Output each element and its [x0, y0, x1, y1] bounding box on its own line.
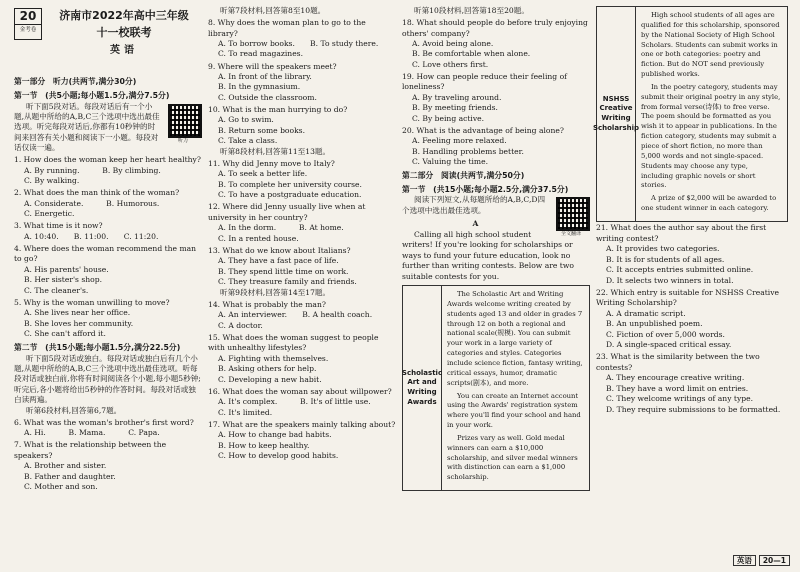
answer-option[interactable]: A. They encourage creative writing.	[606, 373, 745, 383]
answer-option[interactable]: B. Return some books.	[218, 125, 305, 135]
question-stem: 17. What are the speakers mainly talking about?	[208, 419, 396, 429]
answer-option[interactable]: A. In the dorm. B. At home.	[218, 223, 344, 233]
answer-option[interactable]: A. Hi. B. Mama. C. Papa.	[24, 428, 160, 438]
question-stem: 15. What does the woman suggest to people with unhealthy lifestyles?	[208, 332, 379, 353]
question-stem: 14. What is probably the man?	[208, 299, 326, 309]
listening-qr[interactable]	[164, 102, 202, 145]
answer-option[interactable]: C. Take a class.	[218, 136, 278, 146]
question-stem: 7. What is the relationship between the speakers?	[14, 440, 167, 460]
exam-title-line1: 济南市2022年高中三年级	[59, 9, 189, 22]
question-stem: 3. What time is it now?	[14, 221, 103, 231]
question-stem: 1. How does the woman keep her heart healthy?	[14, 155, 201, 165]
answer-option[interactable]: B. Father and daughter.	[24, 471, 116, 481]
badge-sub: 金考卷	[15, 24, 41, 35]
translation-qr[interactable]	[552, 195, 590, 238]
contest-1-body	[442, 286, 589, 490]
page-footer	[730, 556, 790, 566]
question-stem: 6. What was the woman's brother's first word?	[14, 417, 194, 427]
answer-option[interactable]: D. They require submissions to be formatted.	[606, 404, 781, 414]
answer-option[interactable]: C. She can't afford it.	[24, 329, 106, 339]
answer-option[interactable]: A. It's complex. B. It's of little use.	[218, 397, 371, 407]
question-stem: 21. What does the author say about the first writing contest?	[596, 223, 767, 243]
answer-option[interactable]: B. They have a word limit on entries.	[606, 383, 749, 393]
question-stem: 11. Why did Jenny move to Italy?	[208, 158, 335, 168]
qr-code-icon	[556, 197, 590, 231]
answer-option[interactable]: D. A single-spaced critical essay.	[606, 340, 732, 350]
answer-option[interactable]: A. An interviewer. B. A health coach.	[218, 310, 373, 320]
material-8-note: 听第8段材料,回答第11至13题。	[220, 146, 331, 156]
answer-option[interactable]: A. Brother and sister.	[24, 461, 107, 471]
answer-option[interactable]: B. By meeting friends.	[412, 103, 498, 113]
answer-option[interactable]: A. A dramatic script.	[606, 308, 686, 318]
qr-label: 听力	[177, 137, 188, 144]
question-stem: 19. How can people reduce their feeling of loneliness?	[402, 72, 567, 92]
part1-section2-title: 第二节 (共15小题;每小题1.5分,满分22.5分)	[14, 342, 181, 352]
questions-6-7	[14, 418, 202, 493]
question-stem: 9. Where will the speakers meet?	[208, 61, 337, 71]
question-stem: 4. Where does the woman recommend the man to go?	[14, 243, 197, 264]
answer-option[interactable]: B. It is for students of all ages.	[606, 254, 725, 264]
column-1	[14, 6, 202, 493]
answer-option[interactable]: C. To have a postgraduate education.	[218, 190, 362, 200]
contest-2-p3: A prize of $2,000 will be awarded to one student winner in each category.	[641, 194, 777, 213]
subject-title: 英语	[110, 45, 138, 56]
answer-option[interactable]: B. To complete her university course.	[218, 179, 362, 189]
material-10-note: 听第10段材料,回答第18至20题。	[414, 6, 529, 15]
answer-option[interactable]: A. His parents' house.	[24, 264, 109, 274]
section2-instructions: 听下面5段对话或独白。每段对话或独白后有几个小题,从题中所给的A,B,C三个选项中选出最佳选项。听每段对话或独白前,你将有时间阅读各个小题,每小题5秒钟;听完后,各小题将给出5秒钟的作答时间。每段对话或独白读两遍。	[14, 353, 201, 405]
column-2	[208, 6, 396, 462]
answer-option[interactable]: A. 10:40. B. 11:00. C. 11:20.	[24, 231, 159, 241]
section1-instructions: 听下面5段对话。每段对话后有一个小题,从题中所给的A,B,C三个选项中选出最佳选项。听完每段对话后,你都有10秒钟的时间来回答有关小题和阅读下一小题。每段对话仅读一遍。	[14, 101, 160, 153]
contest-1-p2: You can create an Internet account using the Awards' registration system where you'll find your school and hand in your work.	[447, 391, 581, 430]
passage-intro: Calling all high school student writers! If you're looking for scholarships or ways to fund your future education, look no further than writing contests. Below are two suitable contests for you.	[402, 229, 574, 281]
contest-1-label: Scholastic Art and Writing Awards	[403, 286, 442, 490]
question-stem: 10. What is the man hurrying to do?	[208, 105, 348, 114]
answer-option[interactable]: C. They welcome writings of any type.	[606, 394, 754, 404]
answer-option[interactable]: B. Be comfortable when alone.	[412, 49, 531, 59]
questions-8-10	[208, 18, 396, 147]
part2-title: 第二部分 阅读(共两节,满分50分)	[402, 170, 525, 180]
part1-section1-title: 第一节 (共5小题;每小题1.5分,满分7.5分)	[14, 90, 170, 100]
answer-option[interactable]: C. By walking.	[24, 176, 80, 186]
answer-option[interactable]: A. To borrow books. B. To study there.	[218, 39, 379, 48]
contest-2-p1: High school students of all ages are qualified for this scholarship, sponsored by the National Society of High School Scholars. Students can submit works in one or both categories: poetry and fiction. But do NOT send previously published works.	[641, 11, 780, 79]
questions-18-20	[402, 18, 590, 168]
exam-title-line2: 十一校联考	[96, 26, 152, 39]
material-7-note: 听第7段材料,回答第8至10题。	[220, 6, 326, 15]
question-stem: 23. What is the similarity between the two contests?	[596, 352, 760, 372]
question-stem: 13. What do we know about Italians?	[208, 245, 351, 255]
answer-option[interactable]: A. In front of the library.	[218, 72, 312, 81]
answer-option[interactable]: A. How to change bad habits.	[218, 430, 332, 440]
answer-option[interactable]: C. Fiction of over 5,000 words.	[606, 329, 725, 339]
question-stem: 12. Where did Jenny usually live when at university in her country?	[208, 202, 366, 222]
answer-option[interactable]: C. Mother and son.	[24, 482, 98, 492]
part1-title: 第一部分 听力(共两节,满分30分)	[14, 77, 137, 86]
answer-option[interactable]: B. She loves her community.	[24, 318, 134, 328]
answer-option[interactable]: C. Outside the classroom.	[218, 92, 317, 102]
questions-1-5	[14, 155, 202, 339]
answer-option[interactable]: A. Feeling more relaxed.	[412, 136, 507, 146]
answer-option[interactable]: A. It provides two categories.	[606, 244, 720, 254]
answer-option[interactable]: A. By traveling around.	[412, 92, 502, 102]
contest-2-box	[592, 6, 788, 222]
answer-option[interactable]: B. Handling problems better.	[412, 146, 524, 156]
answer-option[interactable]: A. By running. B. By climbing.	[24, 165, 161, 175]
answer-option[interactable]: B. An unpublished poem.	[606, 319, 703, 329]
contest-2-body	[636, 7, 787, 221]
answer-option[interactable]: B. In the gymnasium.	[218, 82, 301, 92]
answer-option[interactable]: C. How to develop good habits.	[218, 451, 339, 461]
footer-subject: 英语	[733, 555, 756, 566]
passage-letter: A	[472, 219, 479, 229]
column-4	[592, 6, 788, 415]
material-6-note: 听第6段材料,回答第6,7题。	[26, 405, 122, 415]
answer-option[interactable]: C. Energetic.	[24, 209, 75, 219]
answer-option[interactable]: A. To seek a better life.	[218, 169, 308, 179]
answer-option[interactable]: A. She lives near her office.	[24, 308, 131, 318]
answer-option[interactable]: C. They treasure family and friends.	[218, 277, 357, 287]
paper-badge	[14, 8, 42, 40]
answer-option[interactable]: C. The cleaner's.	[24, 285, 89, 295]
qr-label: 全文翻译	[560, 231, 581, 238]
answer-option[interactable]: A. Considerate. B. Humorous.	[24, 198, 160, 208]
column-3	[402, 6, 590, 491]
contest-2-p2: In the poetry category, students may submit their original poetry in any style, from formal verse(诗体) to free verse. The poem should be formatted as you wish it to appear in publications. In the fiction category, students may submit a piece of short fiction, no more than 5,000 words and not single-spaced. Students may choose any type, including graphic novels or short stories.	[641, 82, 781, 190]
contest-1-box	[402, 285, 590, 491]
answer-option[interactable]: D. It selects two winners in total.	[606, 275, 734, 285]
answer-option[interactable]: C. Developing a new habit.	[218, 374, 322, 384]
answer-option[interactable]: B. Her sister's shop.	[24, 275, 102, 285]
question-stem: 8. Why does the woman plan to go to the library?	[208, 18, 366, 38]
reading-instructions: 阅读下列短文,从每题所给的A,B,C,D四个选项中选出最佳选项。	[402, 195, 546, 215]
answer-option[interactable]: C. A doctor.	[218, 320, 263, 330]
question-stem: 20. What is the advantage of being alone?	[402, 125, 564, 135]
answer-option[interactable]: B. They spend little time on work.	[218, 266, 349, 276]
answer-option[interactable]: C. To read magazines.	[218, 49, 303, 59]
answer-option[interactable]: C. Love others first.	[412, 59, 489, 69]
answer-option[interactable]: A. Fighting with themselves.	[218, 353, 329, 363]
answer-option[interactable]: C. It's limited.	[218, 407, 273, 417]
answer-option[interactable]: C. It accepts entries submitted online.	[606, 265, 754, 275]
answer-option[interactable]: C. In a rented house.	[218, 233, 299, 243]
qr-code-icon	[168, 104, 202, 138]
questions-14-17	[208, 300, 396, 462]
answer-option[interactable]: A. Go to swim.	[218, 115, 274, 125]
answer-option[interactable]: A. They have a fast pace of life.	[218, 256, 339, 266]
answer-option[interactable]: C. By being active.	[412, 113, 485, 123]
question-stem: 18. What should people do before truly enjoying others' company?	[402, 18, 588, 38]
contest-1-p3: Prizes vary as well. Gold medal winners can earn a $10,000 scholarship, and silver medal winners with distinction can earn a $1,000 scholarship.	[447, 433, 578, 482]
question-stem: 2. What does the man think of the woman?	[14, 188, 180, 198]
badge-number: 20	[19, 9, 37, 23]
contest-2-label: NSHSS Creative Writing Scholarship	[597, 7, 636, 221]
answer-option[interactable]: A. Avoid being alone.	[412, 39, 494, 48]
question-stem: 5. Why is the woman unwilling to move?	[14, 297, 170, 307]
questions-11-13	[208, 159, 396, 288]
question-stem: 16. What does the woman say about willpower?	[208, 386, 392, 396]
questions-21-23	[596, 223, 788, 415]
contest-1-p1: The Scholastic Art and Writing Awards welcome writing created by students aged 13 and older in grades 7 through 12 on both a regional and national scale(规模). You can submit your work in a large variety of categories and styles. Categories include science fiction, fantasy writing, critical essays, humor, dramatic scripts(剧本), and more.	[447, 290, 583, 387]
part2-section1-title: 第一节 (共15小题;每小题2.5分,满分37.5分)	[402, 184, 569, 194]
answer-option[interactable]: B. How to keep healthy.	[218, 440, 310, 450]
material-9-note: 听第9段材料,回答第14至17题。	[220, 287, 331, 297]
answer-option[interactable]: C. Valuing the time.	[412, 157, 489, 167]
exam-header	[14, 6, 202, 74]
answer-option[interactable]: B. Asking others for help.	[218, 364, 317, 374]
question-stem: 22. Which entry is suitable for NSHSS Creative Writing Scholarship?	[596, 287, 779, 308]
footer-page: 20—1	[759, 555, 790, 566]
